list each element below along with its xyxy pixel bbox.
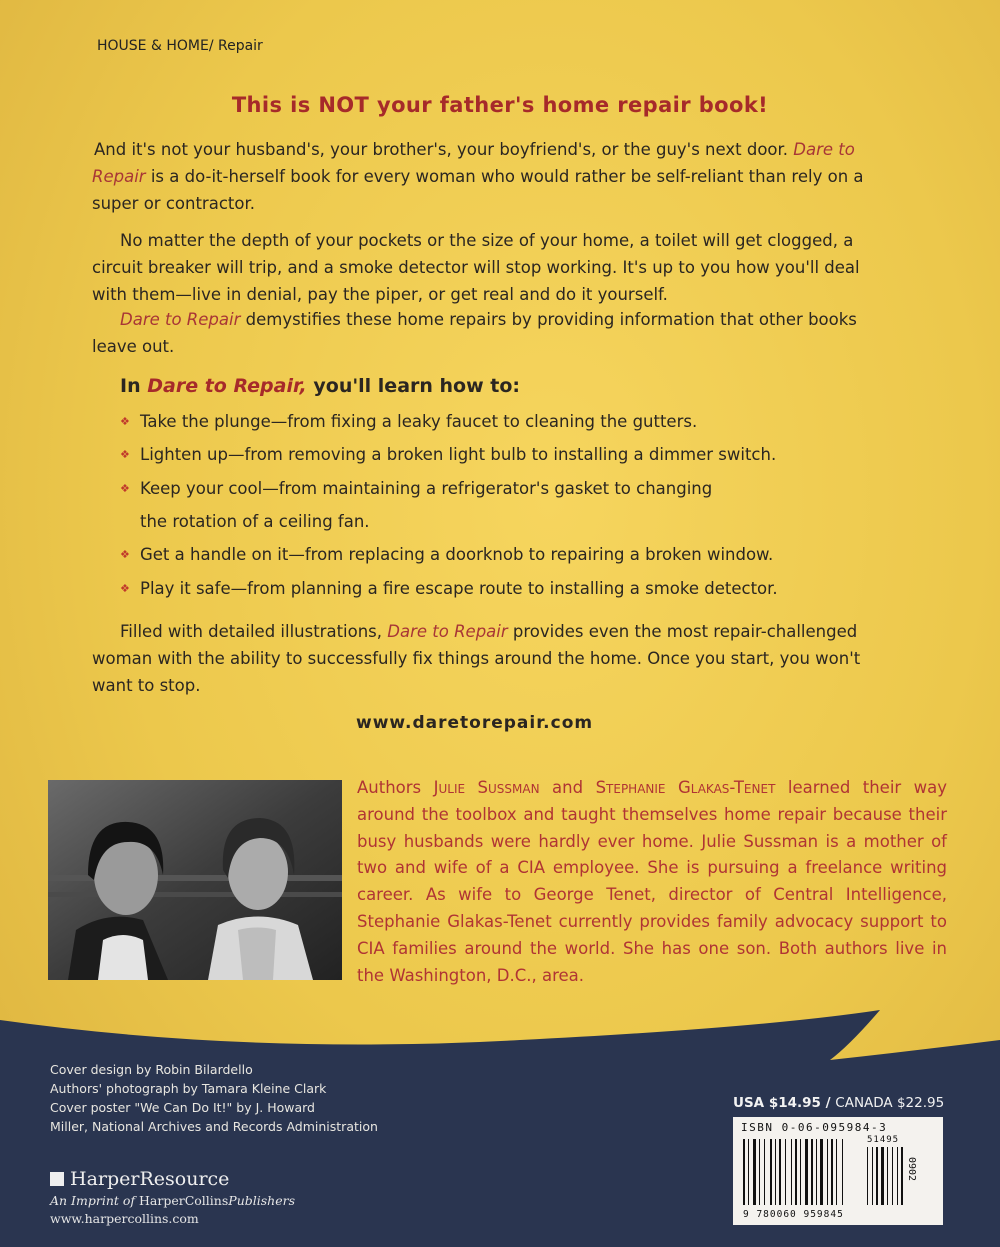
website-link[interactable]: www.daretorepair.com [356,713,594,733]
author-bio [357,775,947,989]
bullet-text: Lighten up—from removing a broken light bulb to installing a dimmer switch. [140,445,777,464]
barcode-bar [759,1139,760,1205]
addon-bar [876,1147,878,1205]
intro-text: And it's not your husband's, your brother's, your boyfriend's, or the guy's next door. [94,140,789,159]
addon-bar [887,1147,888,1205]
credit-line: Authors' photograph by Tamara Kleine Clark [50,1081,327,1096]
barcode-bar [820,1139,823,1205]
learn-heading [120,375,520,397]
barcode-bar [842,1139,843,1205]
isbn-text: ISBN 0-06-095984-3 [741,1121,888,1134]
bullet-item [120,538,820,571]
authors-photo [48,780,342,980]
diamond-bullet-icon: ❖ [120,448,130,461]
barcode [733,1117,943,1225]
closing-text: Filled with detailed illustrations, [120,622,383,641]
barcode-bar [831,1139,833,1205]
bio-text: Authors [357,778,422,797]
diamond-bullet-icon: ❖ [120,582,130,595]
diamond-bullet-icon: ❖ [120,415,130,428]
book-title-inline: Dare to Repair [92,140,855,186]
imprint-text: Publishers [228,1193,295,1208]
barcode-bar [753,1139,756,1205]
addon-bar [892,1147,893,1205]
credit-line: Cover design by Robin Bilardello [50,1062,253,1077]
learn-heading-title: Dare to Repair, [147,375,307,397]
bio-text: learned their way around the toolbox and taught themselves home repair because their busy husbands were hardly ever home. Julie Sussman is a mother of two and wife of a CIA employee. She is pursuing a freelance writing career. As wife to George Tenet, director of Central Intelligence, Stephanie Glakas-Tenet currently provides family advocacy support to CIA families around the world. She has one son. Both authors live in the Washington, D.C., area. [357,778,948,985]
book-title-inline: Dare to Repair [387,622,508,641]
bio-text: and [552,778,584,797]
bullet-item [120,405,820,438]
price-canada: CANADA $22.95 [835,1095,945,1111]
intro-paragraph-3 [92,306,882,360]
barcode-bar [800,1139,801,1205]
price-usa: USA $14.95 [733,1095,821,1111]
barcode-bar [748,1139,749,1205]
bullet-item [120,472,820,538]
intro-text: is a do-it-herself book for every woman who would rather be self-reliant than rely on a super or contractor. [92,167,864,213]
closing-paragraph [92,618,882,699]
barcode-bar [743,1139,745,1205]
credits [50,1060,380,1136]
barcode-bar [775,1139,776,1205]
ean-digits: 9 780060 959845 [743,1209,844,1220]
barcode-bar [816,1139,817,1205]
bullet-text: Play it safe—from planning a fire escape route to installing a smoke detector. [140,579,778,598]
bullet-text: Keep your cool—from maintaining a refrigerator's gasket to changing [140,479,713,498]
credit-line: Cover poster "We Can Do It!" by J. Howard [50,1100,315,1115]
barcode-bar [779,1139,781,1205]
bullet-item [120,572,820,605]
author-name: Julie Sussman [433,778,540,797]
publisher-name-text: HarperResource [70,1168,230,1190]
diamond-bullet-icon: ❖ [120,548,130,561]
barcode-bar [795,1139,797,1205]
publisher-url[interactable]: www.harpercollins.com [50,1211,199,1226]
learn-heading-suffix: you'll learn how to: [313,375,521,397]
diamond-bullet-icon: ❖ [120,482,130,495]
barcode-bar [791,1139,792,1205]
barcode-side-code: 0902 [906,1157,917,1182]
bullet-item [120,438,820,471]
addon-bar [881,1147,884,1205]
publisher-name [50,1168,229,1190]
barcode-bar [827,1139,828,1205]
credit-line: Miller, National Archives and Records Administration [50,1119,378,1134]
headline: This is NOT your father's home repair book! [231,93,769,117]
bullet-text: Take the plunge—from fixing a leaky faucet to cleaning the gutters. [140,412,698,431]
addon-bar [867,1147,868,1205]
imprint-text: An Imprint of [50,1193,136,1208]
price-label [733,1095,944,1111]
addon-bar [901,1147,903,1205]
barcode-bar [770,1139,772,1205]
category-label: HOUSE & HOME/ Repair [97,38,263,54]
intro-paragraph-1 [92,136,882,217]
intro-paragraph-2: No matter the depth of your pockets or the size of your home, a toilet will get clogged, a circuit breaker will trip, and a smoke detector will stop working. It's up to you how you'll deal with them—live in denial, pay the piper, or get real and do it yourself. [92,231,860,304]
barcode-bar [836,1139,837,1205]
barcode-addon-digits: 51495 [867,1135,900,1145]
price-separator: / [820,1095,836,1111]
barcode-bar [805,1139,808,1205]
publisher-imprint [50,1193,295,1208]
addon-bar [897,1147,898,1205]
barcode-bar [811,1139,813,1205]
publisher-logo-icon [50,1172,64,1186]
barcode-bar [785,1139,786,1205]
barcode-bar [764,1139,765,1205]
intro-text: demystifies these home repairs by providing information that other books leave out. [92,310,857,356]
bullet-text: Get a handle on it—from replacing a doorknob to repairing a broken window. [140,545,774,564]
author-name: Stephanie Glakas-Tenet [595,778,776,797]
addon-bar [872,1147,873,1205]
learn-heading-prefix: In [120,375,141,397]
closing-text: provides even the most repair-challenged woman with the ability to successfully fix things around the home. Once you start, you won't want to stop. [92,622,861,695]
bullet-text-continued: the rotation of a ceiling fan. [140,512,370,531]
book-title-inline: Dare to Repair [120,310,241,329]
imprint-text: HarperCollins [139,1193,229,1208]
